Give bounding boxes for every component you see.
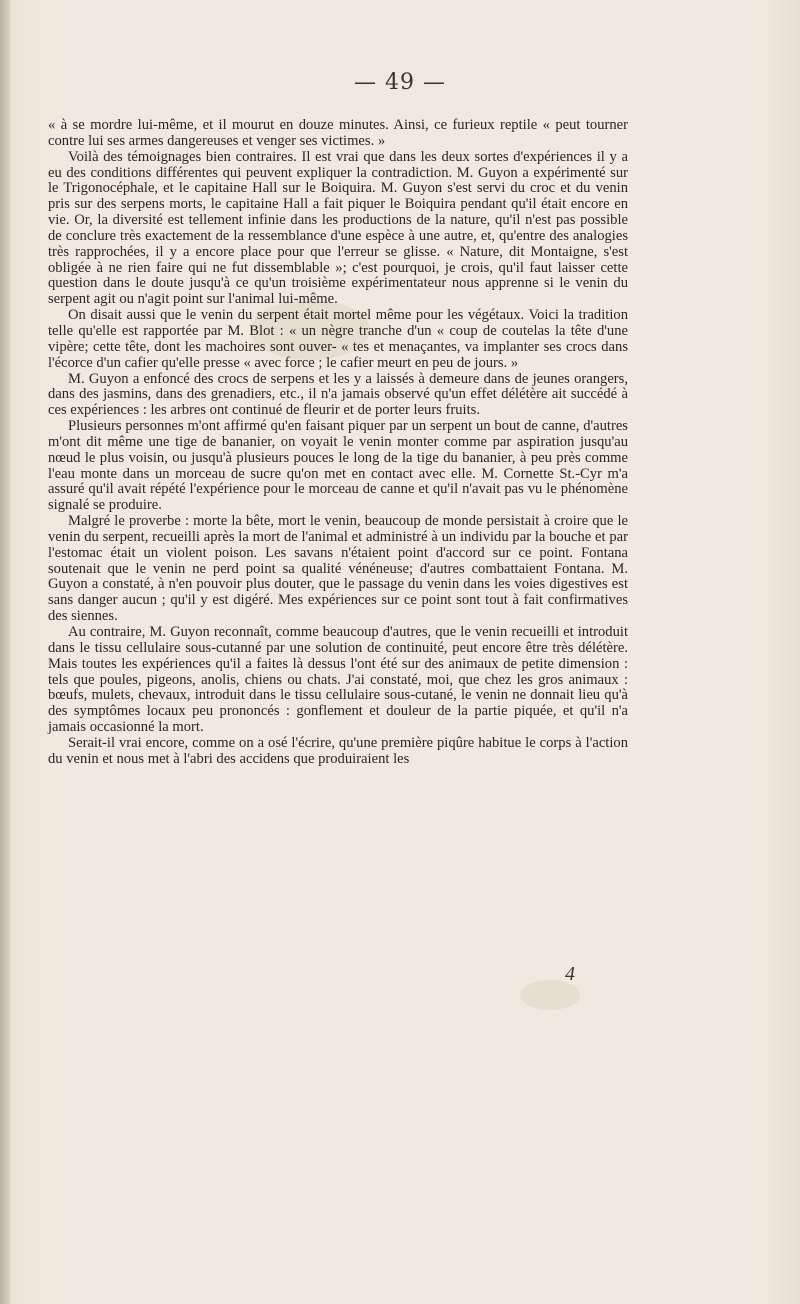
- paragraph: « à se mordre lui-même, et il mourut en douze minutes. Ainsi, ce furieux reptile « peut tourner contre lui ses armes dangereuses et venger ses victimes. »: [48, 117, 628, 149]
- paragraph: Serait-il vrai encore, comme on a osé l'écrire, qu'une première piqûre habitue le corps à l'action du venin et nous met à l'abri des accidens que produiraient les: [48, 734, 628, 767]
- paragraph: M. Guyon a enfoncé des crocs de serpens et les y a laissés à demeure dans de jeunes orangers, dans des jasmins, dans des grenadiers, etc., il n'a jamais observé qu'un effet délétère ait succédé à ces expériences : les arbres ont continué de fleurir et de porter leurs fruits.: [48, 370, 628, 419]
- paragraph: Au contraire, M. Guyon reconnaît, comme beaucoup d'autres, que le venin recueilli et introduit dans le tissu cellulaire sous-cutanné par une solution de continuité, peut encore être très délétère. Mais toutes les expériences qu'il a faites là dessus l'ont été sur des animaux de petite dimension : tels que poules, pigeons, anolis, chiens ou chats. J'ai constaté, moi, que chez les gros animaux : bœufs, mulets, chevaux, introduit dans le tissu cellulaire sous-cutané, le venin ne donnait lieu qu'à des symptômes locaux peu prononcés : gonflement et douleur de la partie piquée, et qu'il n'a jamais occasionné la mort.: [48, 624, 628, 736]
- page-spine-shadow: [0, 0, 10, 1304]
- paragraph: Plusieurs personnes m'ont affirmé qu'en faisant piquer par un serpent un bout de canne, d'autres m'ont dit même une tige de bananier, on voyait le venin monter comme par aspiration jusqu'au nœud le plus voisin, ou jusqu'à plusieurs pouces le long de la tige du bananier, à peu près comme l'eau monte dans un morceau de sucre qu'on met en contact avec elle. M. Cornette St.-Cyr m'a assuré qu'il avait répété l'expérience pour le morceau de canne et qu'il n'avait pas vu le phénomène signalé se produire.: [48, 418, 628, 514]
- paragraph: Voilà des témoignages bien contraires. Il est vrai que dans les deux sortes d'expériences il y a eu des conditions différentes qui peuvent expliquer la contradiction. M. Guyon a expérimenté sur le Trigonocéphale, et le capitaine Hall sur le Boiquira. M. Guyon s'est servi du croc et du venin pris sur des serpens morts, le capitaine Hall a fait piquer le Boiquira pendant qu'il était encore en vie. Or, la diversité est tellement infinie dans les productions de la nature, qu'il n'est pas possible de conclure très exactement de la ressemblance d'une espèce à une autre, et, qu'entre des analogies très rapprochées, il y a encore place pour que l'erreur se glisse. « Nature, dit Montaigne, s'est obligée à ne rien faire qui ne fut dissemblable »; c'est pourquoi, je crois, qu'il faut laisser cette question dans le doute jusqu'à ce qu'un troisième expérimentateur nous apprenne si le venin du serpent agit ou n'agit point sur l'animal lui-même.: [48, 148, 628, 308]
- printer-signature: 4: [565, 963, 575, 985]
- body-text: [48, 118, 628, 768]
- page-number: — 49 —: [354, 70, 446, 95]
- paragraph: On disait aussi que le venin du serpent était mortel même pour les végétaux. Voici la tradition telle qu'elle est rapportée par M. Blot : « un nègre tranche d'un « coup de coutelas la tête d'une vipère; cette tête, dont les machoires sont ouver- « tes et menaçantes, va implanter ses crocs dans l'écorce d'un cafier qu'elle presse « avec force ; le cafier meurt en peu de jours. »: [48, 307, 628, 371]
- paragraph: Malgré le proverbe : morte la bête, mort le venin, beaucoup de monde persistait à croire que le venin du serpent, recueilli après la mort de l'animal et administré à un individu par la bouche et par l'estomac était un violent poison. Les savans n'étaient point d'accord sur ce point. Fontana soutenait que le venin ne perd point sa qualité vénéneuse; d'autres combattaient Fontana. M. Guyon a constaté, à n'en pouvoir plus douter, que le passage du venin dans les voies digestives est sans danger aucun ; qu'il y est digéré. Mes expériences sur ce point sont tout à fait confirmatives des siennes.: [48, 513, 628, 625]
